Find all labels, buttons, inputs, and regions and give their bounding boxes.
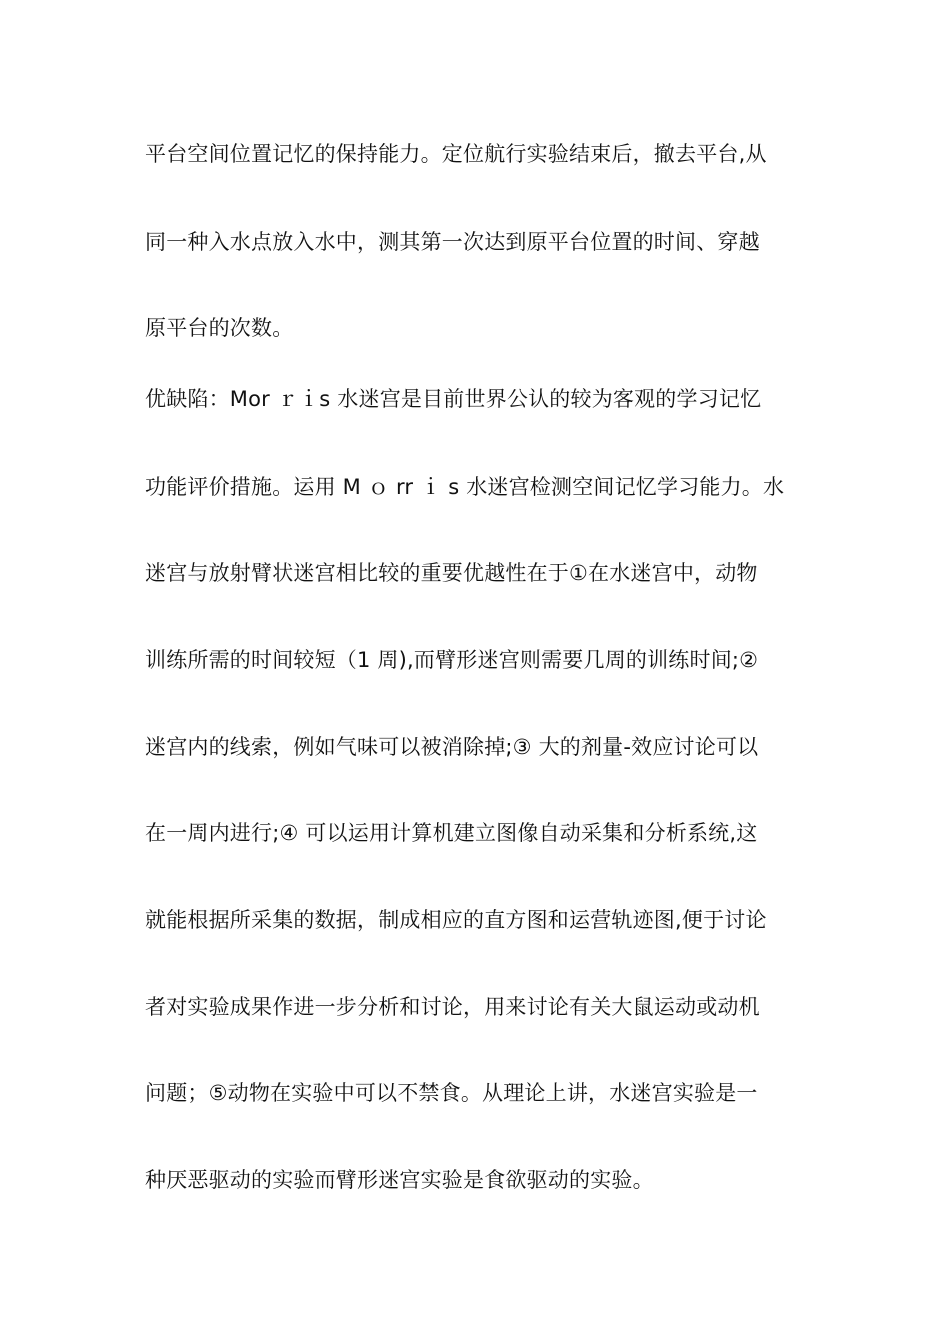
text-line: 迷宫内的线索，例如气味可以被消除掉;③ 大的剂量-效应讨论可以 [145, 735, 759, 759]
text-line: 在一周内进行;④ 可以运用计算机建立图像自动采集和分析系统,这 [145, 821, 758, 845]
text-line: 功能评价措施。运用 M ｏ rr ｉ s 水迷宫检测空间记忆学习能力。水 [145, 475, 785, 499]
text-line: 训练所需的时间较短（1 周),而臂形迷宫则需要几周的训练时间;② [145, 648, 759, 672]
text-line: 同一种入水点放入水中，测其第一次达到原平台位置的时间、穿越 [145, 230, 760, 254]
text-line: 平台空间位置记忆的保持能力。定位航行实验结束后，撤去平台,从 [145, 142, 767, 166]
text-line: 优缺陷：Mor ｒｉs 水迷宫是目前世界公认的较为客观的学习记忆 [145, 387, 762, 411]
text-line: 迷宫与放射臂状迷宫相比较的重要优越性在于①在水迷宫中，动物 [145, 561, 758, 585]
text-line: 问题；⑤动物在实验中可以不禁食。从理论上讲，水迷宫实验是一 [145, 1081, 758, 1105]
text-line: 就能根据所采集的数据，制成相应的直方图和运营轨迹图,便于讨论 [145, 908, 767, 932]
text-line: 种厌恶驱动的实验而臂形迷宫实验是食欲驱动的实验。 [145, 1168, 654, 1192]
text-line: 原平台的次数。 [145, 316, 294, 340]
text-line: 者对实验成果作进一步分析和讨论，用来讨论有关大鼠运动或动机 [145, 995, 760, 1019]
